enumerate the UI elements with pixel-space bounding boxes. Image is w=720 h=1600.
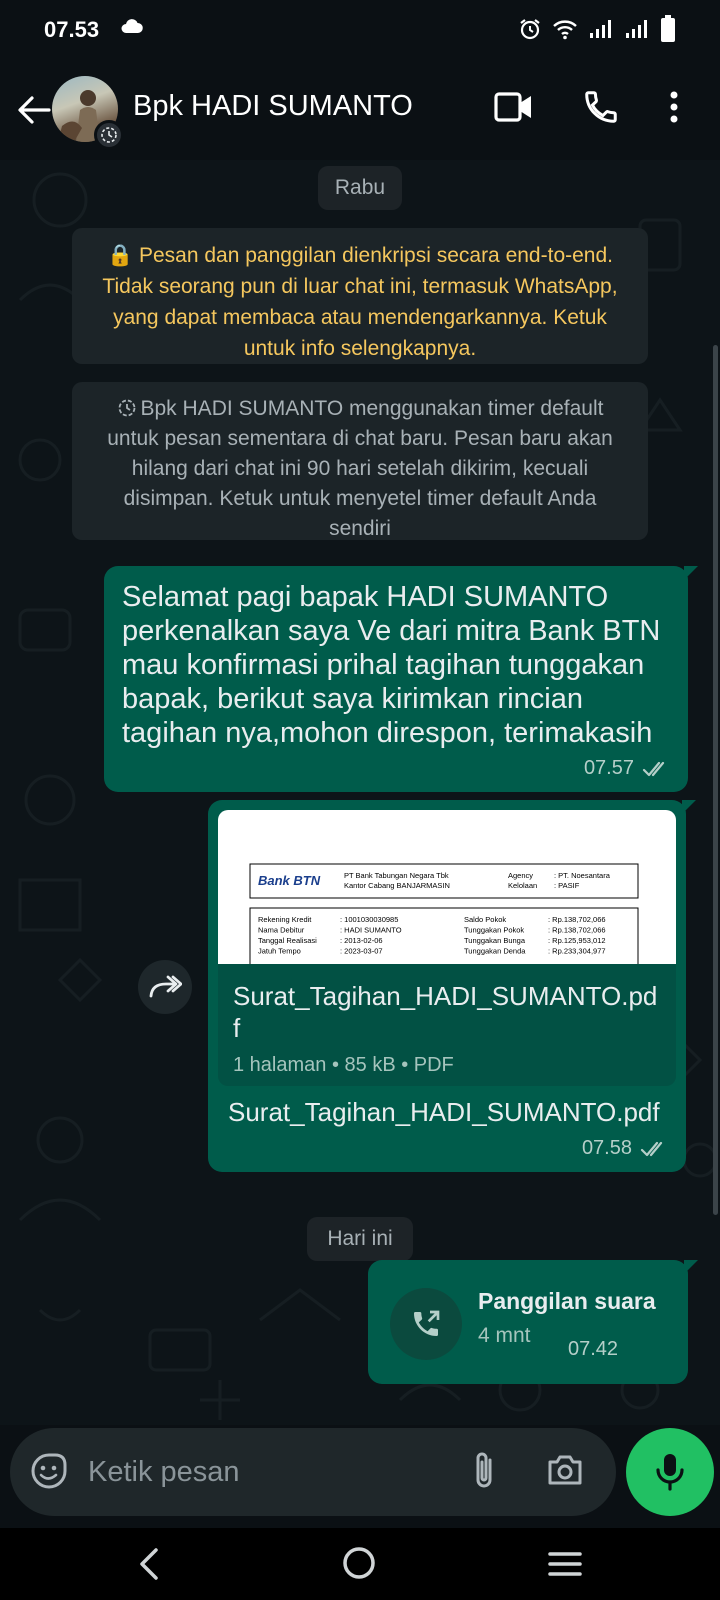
bubble-tail bbox=[684, 566, 698, 580]
forward-icon bbox=[148, 974, 182, 1000]
pdf-row-l1: Tanggal Realisasi bbox=[258, 936, 317, 945]
agency-label: Agency bbox=[508, 871, 534, 880]
message-meta bbox=[584, 757, 670, 780]
outgoing-message[interactable] bbox=[104, 566, 688, 792]
signal-icon bbox=[588, 18, 614, 45]
pdf-row-l2: Tunggakan Pokok bbox=[464, 925, 525, 935]
bubble-tail bbox=[682, 800, 696, 814]
chat-header bbox=[0, 60, 720, 160]
pdf-row-v1: : 2013-02-06 bbox=[340, 936, 383, 945]
document-name[interactable]: Surat_Tagihan_HADI_SUMANTO.pdf bbox=[233, 981, 658, 1043]
timer-icon bbox=[117, 398, 137, 418]
video-call-icon bbox=[494, 90, 534, 124]
cloud-icon bbox=[121, 18, 143, 39]
system-nav-bar bbox=[0, 1528, 720, 1600]
chat-scrollbar[interactable] bbox=[713, 345, 718, 1215]
message-time: 07.57 bbox=[583, 757, 634, 779]
status-time: 07.53 bbox=[44, 17, 100, 42]
forward-button[interactable] bbox=[138, 960, 192, 1014]
pdf-row-v2: : Rp.233,304,977 bbox=[548, 946, 606, 956]
nav-home-button[interactable] bbox=[340, 1544, 378, 1587]
pdf-row-l1: Rekening Kredit bbox=[258, 915, 312, 924]
bank-branch: Kantor Cabang BANJARMASIN bbox=[344, 881, 450, 890]
message-composer bbox=[10, 1428, 616, 1516]
bubble-tail bbox=[684, 1260, 698, 1274]
encryption-notice[interactable]: 🔒 Pesan dan panggilan dienkripsi secara end-to-end. Tidak seorang pun di luar chat ini, termasuk WhatsApp, yang dapat membaca atau mendengarkannya. Ketuk untuk info selengkapnya. bbox=[72, 228, 648, 364]
date-chip: Hari ini bbox=[307, 1217, 413, 1261]
video-call-button[interactable] bbox=[494, 90, 534, 129]
call-icon-wrap bbox=[390, 1288, 462, 1360]
pdf-row-l1: Nama Debitur bbox=[258, 925, 305, 935]
voice-call-button[interactable] bbox=[582, 88, 620, 131]
document-info: 1 halaman • 85 kB • PDF bbox=[233, 1054, 454, 1076]
nav-back-button[interactable] bbox=[136, 1546, 162, 1587]
disappearing-timer-icon bbox=[94, 120, 124, 150]
status-bar bbox=[0, 0, 720, 60]
wifi-icon bbox=[552, 18, 578, 45]
nav-back-icon bbox=[136, 1546, 162, 1582]
more-options-icon bbox=[668, 90, 680, 124]
document-card[interactable] bbox=[218, 810, 676, 1086]
voice-call-message[interactable] bbox=[368, 1260, 688, 1384]
camera-button[interactable] bbox=[546, 1452, 584, 1493]
contact-name[interactable]: Bpk HADI SUMANTO bbox=[133, 90, 413, 122]
message-meta bbox=[582, 1137, 668, 1160]
nav-recents-button[interactable] bbox=[548, 1550, 582, 1583]
phone-icon bbox=[582, 88, 620, 126]
double-check-icon bbox=[640, 1140, 668, 1158]
message-time: 07.42 bbox=[568, 1338, 619, 1360]
emoji-button[interactable] bbox=[30, 1452, 68, 1495]
back-button[interactable] bbox=[12, 88, 56, 132]
camera-icon bbox=[546, 1452, 584, 1488]
pdf-preview-graphic bbox=[218, 810, 676, 964]
microphone-icon bbox=[655, 1452, 685, 1492]
call-title: Panggilan suara bbox=[478, 1288, 656, 1314]
pdf-row-v1: : HADI SUMANTO bbox=[340, 925, 402, 935]
message-time: 07.58 bbox=[581, 1137, 632, 1159]
timer-notice[interactable] bbox=[72, 382, 648, 540]
pdf-row-l1: Jatuh Tempo bbox=[258, 946, 301, 956]
attach-button[interactable] bbox=[470, 1450, 498, 1495]
date-chip: Rabu bbox=[318, 166, 402, 210]
agency-value: : PT. Noesantara bbox=[554, 871, 610, 880]
pdf-row-v2: : Rp.138,702,066 bbox=[548, 915, 606, 924]
timer-notice-text: Bpk HADI SUMANTO menggunakan timer default untuk pesan sementara di chat baru. Pesan baru akan hilang dari chat ini 90 hari setelah dikirim, kecuali disimpan. Ketuk untuk menyetel timer default Anda sendiri bbox=[107, 397, 613, 540]
kelolaan-label: Kelolaan bbox=[508, 881, 538, 890]
pdf-row-l2: Tunggakan Bunga bbox=[464, 936, 526, 945]
double-check-icon bbox=[642, 760, 670, 778]
nav-home-icon bbox=[340, 1544, 378, 1582]
battery-icon bbox=[660, 15, 676, 48]
voice-record-button[interactable] bbox=[626, 1428, 714, 1516]
chat-area[interactable] bbox=[0, 160, 720, 1425]
alarm-icon bbox=[518, 17, 542, 46]
more-options-button[interactable] bbox=[668, 90, 680, 129]
pdf-row-v2: : Rp.125,953,012 bbox=[548, 936, 606, 945]
bank-logo-text: Bank BTN bbox=[258, 873, 321, 888]
emoji-sticker-icon bbox=[30, 1452, 68, 1490]
pdf-row-l2: Tunggakan Denda bbox=[464, 946, 526, 956]
document-message[interactable] bbox=[208, 800, 686, 1172]
pdf-row-v1: : 2023-03-07 bbox=[340, 946, 383, 956]
nav-recents-icon bbox=[548, 1550, 582, 1578]
message-text: Selamat pagi bapak HADI SUMANTO perkenalkan saya Ve dari mitra Bank BTN mau konfirmasi prihal tagihan tunggakan bapak, berikut saya kirimkan rincian tagihan nya,mohon direspon, terimakasih bbox=[122, 581, 661, 749]
status-icons bbox=[518, 15, 676, 48]
paperclip-icon bbox=[470, 1450, 498, 1490]
document-preview[interactable] bbox=[218, 810, 676, 964]
pdf-row-l2: Saldo Pokok bbox=[464, 915, 507, 924]
bank-name: PT Bank Tabungan Negara Tbk bbox=[344, 871, 449, 880]
kelolaan-value: : PASIF bbox=[554, 881, 580, 890]
message-input[interactable] bbox=[88, 1450, 448, 1494]
document-caption: Surat_Tagihan_HADI_SUMANTO.pdf bbox=[228, 1097, 660, 1127]
back-arrow-icon bbox=[17, 95, 51, 125]
pdf-row-v1: : 1001030030985 bbox=[340, 915, 399, 924]
signal-icon bbox=[624, 18, 650, 45]
outgoing-call-icon bbox=[410, 1308, 442, 1340]
call-duration: 4 mnt bbox=[478, 1324, 531, 1347]
pdf-row-v2: : Rp.138,702,066 bbox=[548, 925, 606, 935]
